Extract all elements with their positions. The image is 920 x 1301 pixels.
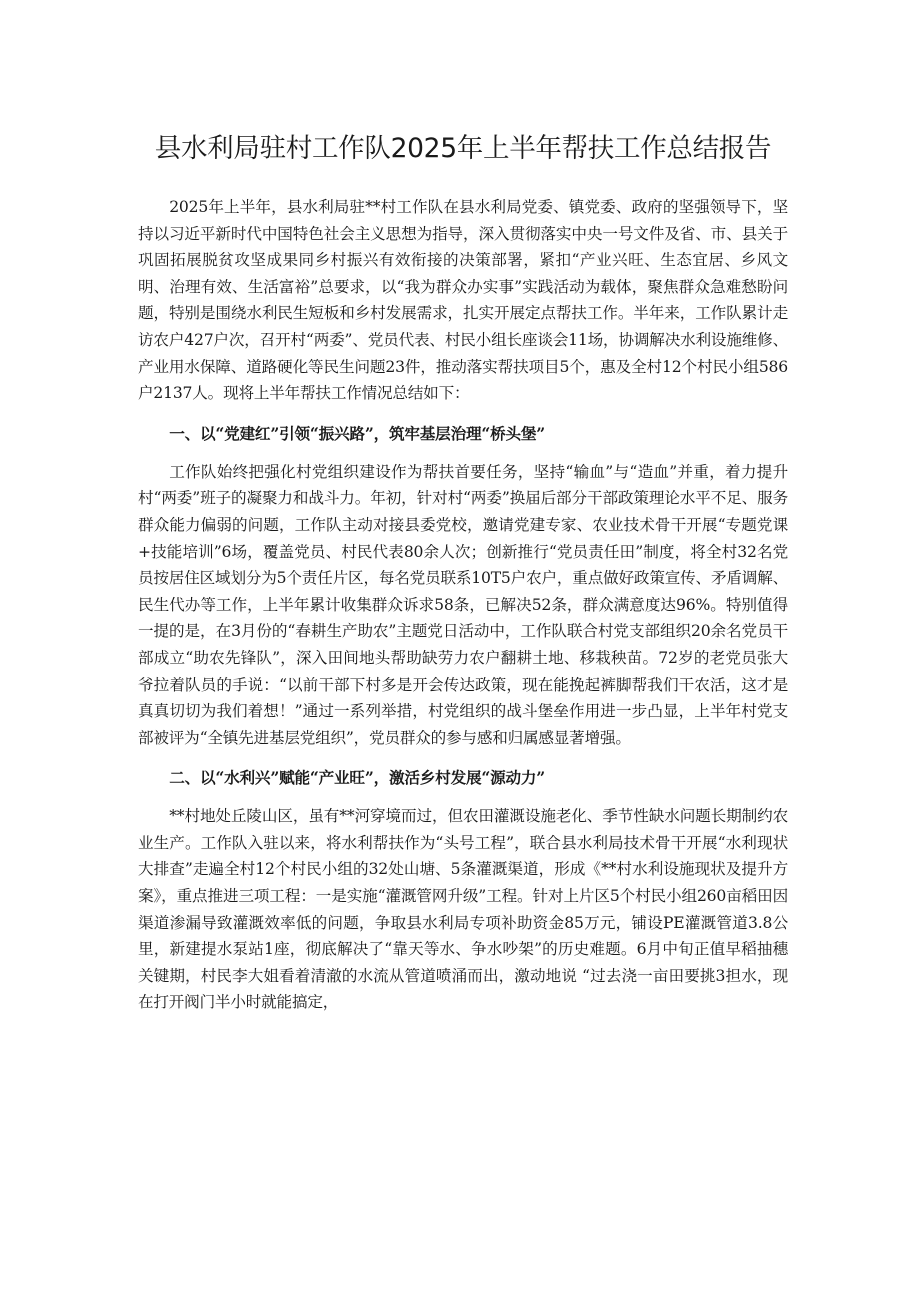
section-2-paragraph: **村地处丘陵山区，虽有**河穿境而过，但农田灌溉设施老化、季节性缺水问题长期制约农业生产。工作队入驻以来，将水利帮扶作为“头号工程”，联合县水利局技术骨干开展“水利现状大排查”走遍全村12个村民小组的32处山塘、5条灌溉渠道，形成《**村水利设施现状及提升方案》，重点推进三项工程：一是实施“灌溉管网升级”工程。针对上片区5个村民小组260亩稻田因渠道渗漏导致灌溉效率低的问题，争取县水利局专项补助资金85万元，铺设PE灌溉管道3.8公里，新建提水泵站1座，彻底解决了“靠天等水、争水吵架”的历史难题。6月中旬正值早稻抽穗关键期，村民李大姐看着清澈的水流从管道喷涌而出，激动地说 “过去浇一亩田要挑3担水，现在打开阀门半小时就能搞定， <box>138 807 788 1012</box>
section-2-heading: 二、以“水利兴”赋能“产业旺”，激活乡村发展“源动力” <box>169 768 546 788</box>
document-title: 县水利局驻村工作队2025年上半年帮扶工作总结报告 <box>154 133 772 164</box>
intro-paragraph: 2025年上半年，县水利局驻**村工作队在县水利局党委、镇党委、政府的坚强领导下，坚持以习近平新时代中国特色社会主义思想为指导，深入贯彻落实中央一号文件及省、市、县关于巩固拓展脱贫攻坚成果同乡村振兴有效衔接的决策部署，紧扣“产业兴旺、生态宜居、乡风文明、治理有效、生活富裕”总要求，以“我为群众办实事”实践活动为载体，聚焦群众急难愁盼问题，特别是围绕水利民生短板和乡村发展需求，扎实开展定点帮扶工作。半年来，工作队累计走访农户427户次，召开村“两委”、党员代表、村民小组长座谈会11场，协调解决水利设施维修、产业用水保障、道路硬化等民生问题23件，推动落实帮扶项目5个，惠及全村12个村民小组586户2137人。现将上半年帮扶工作情况总结如下： <box>138 198 788 403</box>
section-1-paragraph: 工作队始终把强化村党组织建设作为帮扶首要任务，坚持“输血”与“造血”并重，着力提升村“两委”班子的凝聚力和战斗力。年初，针对村“两委”换届后部分干部政策理论水平不足、服务群众能力偏弱的问题，工作队主动对接县委党校，邀请党建专家、农业技术骨干开展“专题党课+技能培训”6场，覆盖党员、村民代表80余人次；创新推行“党员责任田”制度，将全村32名党员按居住区域划分为5个责任片区，每名党员联系10T5户农户，重点做好政策宣传、矛盾调解、民生代办等工作，上半年累计收集群众诉求58条，已解决52条，群众满意度达96%。特别值得一提的是，在3月份的“春耕生产助农”主题党日活动中，工作队联合村党支部组织20余名党员干部成立“助农先锋队”，深入田间地头帮助缺劳力农户翻耕土地、移栽秧苗。72岁的老党员张大爷拉着队员的手说：“以前干部下村多是开会传达政策，现在能挽起裤脚帮我们干农活，这才是真真切切为我们着想！”通过一系列举措，村党组织的战斗堡垒作用进一步凸显，上半年村党支部被评为“全镇先进基层党组织”，党员群众的参与感和归属感显著增强。 <box>138 462 788 747</box>
document-page <box>138 124 788 1016</box>
section-1-heading: 一、以“党建红”引领“振兴路”，筑牢基层治理“桥头堡” <box>169 423 546 443</box>
